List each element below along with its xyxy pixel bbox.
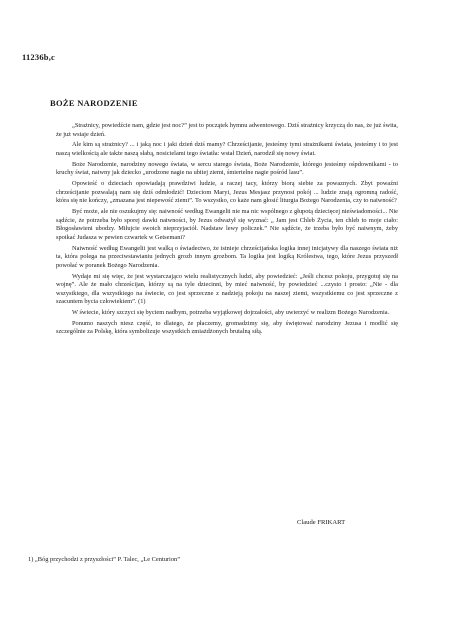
paragraph: Być może, ale nie oszukujmy się: naiwność według Ewangelii nie ma nic wspólnego z głupotą dziecięcej nieświadomości... Nie sądźcie, że potrzeba było sporej dawki naiwności, by Jezus odważył się wyznać: „ Jam jest Chleb Życia, ten chleb to moje ciało: Błogosławieni ubodzy. Miłujcie swoich nieprzyjaciół. Nadstaw lewy policzek.” Nie sądźcie, że trzeba było być naiwnym, żeby spotkać Judasza w pewien czwartek w Getsemani? <box>56 208 398 241</box>
paragraph: Naiwność według Ewangelii jest walką o świadectwo, że istnieje chrześcijańska logika innej inicjatywy dla naszego świata niż ta, która polega na przeciwstawianiu jednych grozb innym grozbom. Ta logika jest logiką Królestwa, tego, które Jezus przyszedł powołać w poranek Bożego Narodzenia. <box>56 244 398 269</box>
document-reference: 11236b,c <box>22 52 56 62</box>
document-title: BOŻE NARODZENIE <box>50 98 138 108</box>
paragraph: Opowieść o dzieciach opowiadają prawdziwi ludzie, a raczej tacy, którzy biorą siebie za powaznych. Zbyt powaźni chrześcijanie pozwalają nam się dziś odmłodzić! Dzieciom Maryi, Jezus Mesjasz przynosi pokój ... ludzie znają ogromną radość, która się nie kończy, „zmazana jest niepewość ziemi”. To wszystko, co każe nam głosić liturgia Bożego Narodzenia, czy to naiwność? <box>56 180 398 205</box>
paragraph: Ponumo naszych niesz część, to dlatego, że płaczemy, gromadzimy się, aby świętować narodziny Jezusa i modlić się szczególnie za Polskę, która symbolizuje wszystkich zmiażdżonych brutalną siłą. <box>56 319 398 336</box>
footnote: 1) „Bóg przychodzi z przyszłości” P. Talec, „Le Centurion” <box>28 556 181 563</box>
paragraph: Ale kim są strażnicy? ... i jaką noc i jaki dzień dziś mamy? Chrześcijanie, jesteśmy tymi strażnikami świata, jesteśmy i to jest naszą wielkością ale także naszą słabą, nosicielami tego światła: wstał Dzień, narodził się nowy świat. <box>56 141 398 157</box>
paragraph: „Strażnicy, powiedźcie nam, gdzie jest noc?” jest to początek hymnu adwentowego. Dziś strażnicy krzyczą do nas, że już świta, że już wstaje dzień. <box>56 122 398 138</box>
paragraph: W świecie, który szczyci się byciem nadbym, potrzeba wyjątkowej dojrzałości, aby uwierzyć w realizm Bożego Narodzenia. <box>72 309 390 317</box>
paragraph: Wydaje mi się więc, że jest wystarczająco wielu realistycznych ludzi, aby powiedzieć: „Jeśli chcesz pokoju, przygotuj się na wojnę”. Ale że mało chrześcijan, którzy są na tyle dziecinni, by mieć naiwność, by powiedzieć ...czysto i prosto: „Nie - dla wszystkiego, dla wszystkiego na świecie, co jest sprzeczne z nadzieją pokoju na naszej ziemi, wszystkiemu co jest sprzeczne z szacuntem bycia człowiekiem”. (1) <box>56 272 398 306</box>
signature: Claude FRIKART <box>297 519 346 526</box>
paragraph: Boże Narodzenie, narodziny nowego świata, w sercu starego świata, Boże Narodzenie, którego jesteśmy ośpdownikami - to kruchy świat, naiwny jak dziecko „urodzone nagie na ubitej ziemi, śmiertelne nagie pośród lasu”. <box>56 160 398 177</box>
document-body <box>56 122 398 339</box>
